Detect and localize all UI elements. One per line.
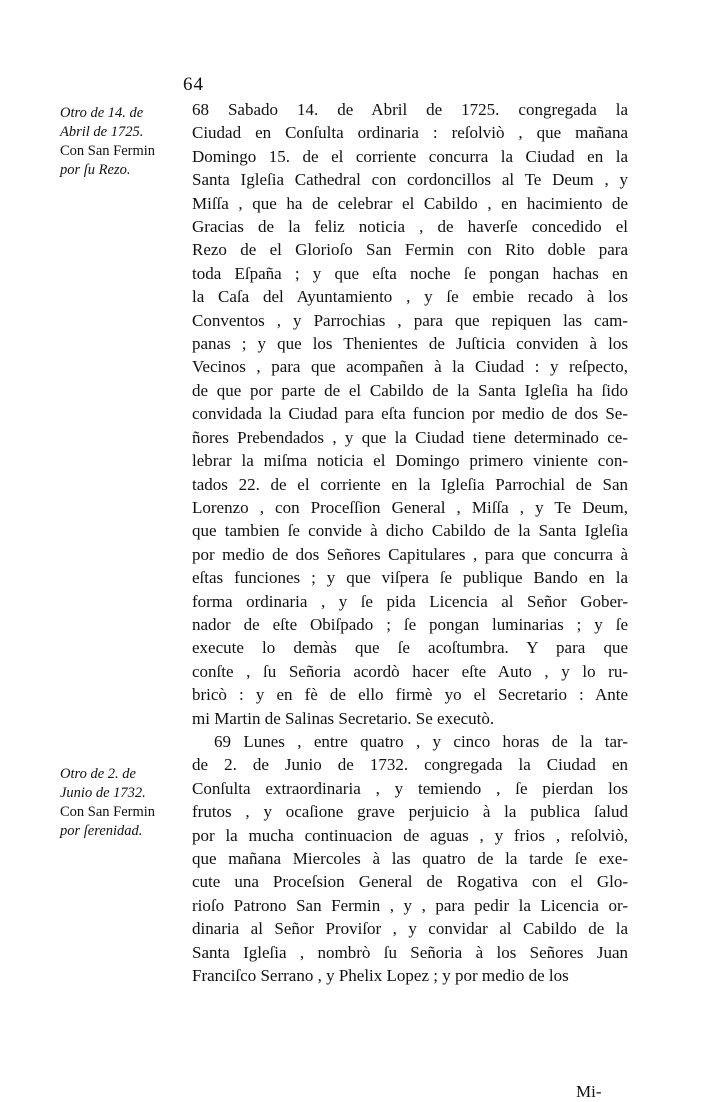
text-line: Franciſco Serrano , y Phelix Lopez ; y por medio de los <box>192 966 569 986</box>
text-line: Miſſa , que ha de celebrar el Cabildo , en hacimiento de <box>192 193 628 213</box>
text-line: tados 22. de el corriente en la Igleſia Parrochial de San <box>192 474 628 494</box>
text-line: panas ; y que los Thenientes de Juſticia conviden à los <box>192 334 628 354</box>
text-line: de que por parte de el Cabildo de la Santa Igleſia ha ſido <box>192 380 628 400</box>
margin-note-line: Con San Fermin <box>60 804 156 820</box>
text-line: que tambien ſe convide à dicho Cabildo de la Santa Igleſia <box>192 521 628 541</box>
catchword: Mi- <box>576 1082 602 1101</box>
text-line: rioſo Patrono San Fermin , y , para pedir la Licencia or- <box>192 895 628 915</box>
margin-note-line: Otro de 14. de <box>60 105 144 121</box>
text-line: que mañana Miercoles à las quatro de la tarde ſe exe- <box>192 849 628 868</box>
body-text <box>192 98 628 987</box>
text-line: nador de eſte Obiſpado ; ſe pongan luminarias ; y ſe <box>192 614 628 634</box>
margin-note-line: por ſu Rezo. <box>60 162 131 178</box>
text-line: Rezo de el Glorioſo San Fermin con Rito doble para <box>192 240 628 260</box>
text-line: de 2. de Junio de 1732. congregada la Ciudad en <box>192 755 628 775</box>
margin-note-line: por ſerenidad. <box>60 823 143 839</box>
text-line: Domingo 15. de el corriente concurra la Ciudad en la <box>192 146 628 166</box>
text-line: Lorenzo , con Proceſſion General , Miſſa , y Te Deum, <box>192 497 628 517</box>
text-line: execute lo demàs que ſe acoſtumbra. Y para que <box>192 638 628 658</box>
text-line: frutos , y ocaſione grave perjuicio à la publica ſalud <box>192 802 628 822</box>
text-line: Ciudad en Conſulta ordinaria : reſolviò , que mañana <box>192 123 628 143</box>
margin-note-line: Abril de 1725. <box>60 124 144 140</box>
text-line: convidada la Ciudad para eſta funcion por medio de dos Se- <box>192 404 628 424</box>
text-line: bricò : y en fè de ello firmè yo el Secretario : Ante <box>192 685 628 705</box>
text-line: 68 Sabado 14. de Abril de 1725. congregada la <box>192 100 628 119</box>
margin-note-line: Con San Fermin <box>60 143 156 159</box>
text-line: Gracias de la feliz noticia , de haverſe concedido el <box>192 217 628 237</box>
text-line: Santa Igleſia Cathedral con cordoncillos al Te Deum , y <box>192 170 628 190</box>
paragraph <box>192 730 628 987</box>
text-line: Conſulta extraordinaria , y temiendo , ſe pierdan los <box>192 778 628 798</box>
text-line: forma ordinaria , y ſe pida Licencia al Señor Gober- <box>192 591 628 611</box>
text-line: Santa Igleſia , nombrò ſu Señoria à los Señores Juan <box>192 942 628 962</box>
text-line: mi Martin de Salinas Secretario. Se executò. <box>192 708 495 728</box>
text-line: cute una Proceſsion General de Rogativa con el Glo- <box>192 872 628 892</box>
text-line: eſtas funciones ; y que viſpera ſe publique Bando en la <box>192 568 628 588</box>
margin-note <box>60 765 182 841</box>
text-line: por la mucha continuacion de aguas , y frios , reſolviò, <box>192 825 628 845</box>
text-line: toda Eſpaña ; y que eſta noche ſe pongan hachas en <box>192 263 628 283</box>
margin-note-line: Junio de 1732. <box>60 785 146 801</box>
paragraph <box>192 98 628 730</box>
text-line: Vecinos , para que acompañen à la Ciudad : y reſpecto, <box>192 357 628 377</box>
page-number: 64 <box>183 74 204 95</box>
text-line: Conventos , y Parrochias , para que repiquen las cam- <box>192 310 628 330</box>
text-line: lebrar la miſma noticia el Domingo primero viniente con- <box>192 451 628 471</box>
text-line: ñores Prebendados , y que la Ciudad tiene determinado ce- <box>192 427 628 447</box>
text-line: la Caſa del Ayuntamiento , y ſe embie recado à los <box>192 287 628 307</box>
text-line: por medio de dos Señores Capitulares , para que concurra à <box>192 544 628 564</box>
margin-note <box>60 104 182 180</box>
text-line: dinaria al Señor Proviſor , y convidar al Cabildo de la <box>192 919 628 939</box>
text-line: conſte , ſu Señoria acordò hacer eſte Auto , y lo ru- <box>192 661 628 681</box>
margin-note-line: Otro de 2. de <box>60 766 136 782</box>
text-line: 69 Lunes , entre quatro , y cinco horas de la tar- <box>214 731 628 751</box>
